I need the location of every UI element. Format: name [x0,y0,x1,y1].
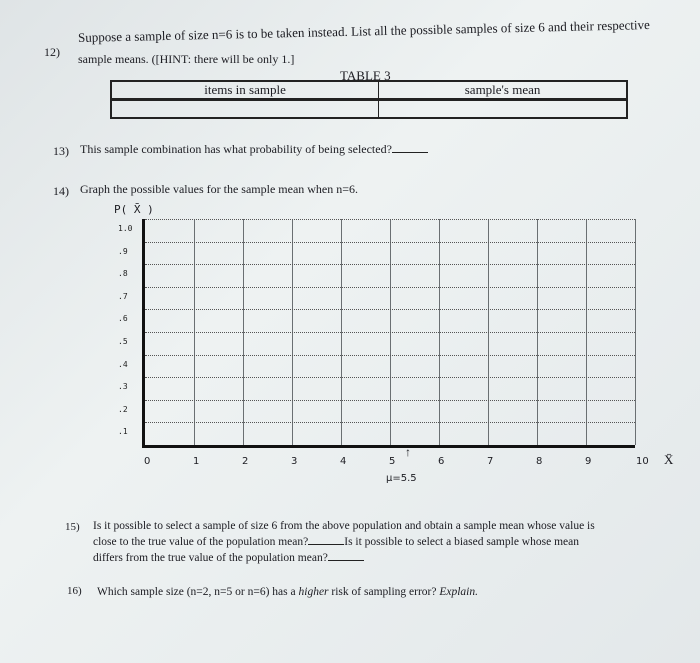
y-tick-label: .1 [118,427,128,437]
q13 [80,141,428,157]
grid-hline [145,400,635,401]
grid-hline [145,332,635,333]
y-axis-label: P( X̄ ) [114,203,154,216]
x-tick-label: 6 [438,456,445,467]
q14-number: 14) [53,184,69,198]
q16-emphasis: higher [298,586,329,598]
q15-line3 [93,550,364,566]
q14-text: Graph the possible values for the sample mean when n=6. [80,182,359,196]
cell-items[interactable] [111,100,379,119]
grid-hline [145,242,635,243]
answer-blank-2[interactable] [328,560,364,561]
q15-line2 [93,534,579,550]
q16-post: risk of sampling error? [328,586,440,598]
q16-number: 16) [67,585,82,597]
q15-line2a: close to the true value of the population mean? [93,536,309,548]
q12-text-line2: sample means. ([HINT: there will be only 1.] [78,52,295,66]
graph-grid[interactable] [142,219,635,448]
q16-text [97,584,478,600]
grid-hline [145,377,635,378]
y-tick-label: .6 [118,314,128,324]
x-tick-label: 1 [193,456,200,467]
answer-blank-1[interactable] [308,544,344,545]
y-tick-label: .5 [118,337,128,346]
q16-explain: Explain. [439,586,479,598]
grid-hline [145,309,635,310]
grid-hline [145,422,635,423]
x-axis-label: X̄ [664,452,674,467]
x-tick-label: 10 [636,456,649,467]
x-tick-label: 5 [389,456,396,467]
x-tick-label: 0 [144,456,151,467]
answer-blank[interactable] [392,152,428,153]
grid-hline [145,219,635,220]
x-tick-label: 3 [291,456,298,467]
grid-hline [145,355,635,356]
y-tick-label: 1.0 [118,224,133,233]
q15-line2b: Is it possible to select a biased sample whose mean [344,536,579,548]
y-tick-label: .3 [118,382,128,392]
q16-pre: Which sample size (n=2, n=5 or n=6) has a [97,586,299,598]
header-mean: sample's mean [379,81,627,100]
y-tick-label: .8 [118,269,128,279]
y-tick-label: .7 [118,291,128,301]
q12-number: 12) [44,45,60,59]
x-tick-label: 8 [536,456,543,467]
grid-hline [145,287,635,288]
q15-line3-text: differs from the true value of the population mean? [93,552,328,564]
mu-annotation: μ=5.5 [386,473,417,484]
y-tick-label: .4 [118,359,128,369]
grid-hline [145,264,635,265]
x-tick-label: 9 [585,456,592,467]
y-tick-label: .9 [118,246,128,256]
mu-arrow-icon: ↑ [405,445,411,459]
table-title: TABLE 3 [340,68,391,83]
y-tick-label: .2 [118,404,128,414]
header-items: items in sample [111,81,379,100]
q15-number: 15) [65,521,80,533]
table-3 [110,80,628,119]
q12-text-line1: Suppose a sample of size n=6 is to be taken instead. List all the possible samples of size 6 and their respective [77,17,650,45]
x-tick-label: 4 [340,456,347,467]
q13-text: This sample combination has what probability of being selected? [80,142,392,156]
x-tick-label: 2 [242,456,249,467]
grid-vline [635,219,636,445]
cell-mean[interactable] [379,100,627,119]
q13-number: 13) [53,144,69,158]
q15-line1: Is it possible to select a sample of size 6 from the above population and obtain a sample mean whose value is [93,520,595,532]
x-tick-label: 7 [487,456,494,467]
